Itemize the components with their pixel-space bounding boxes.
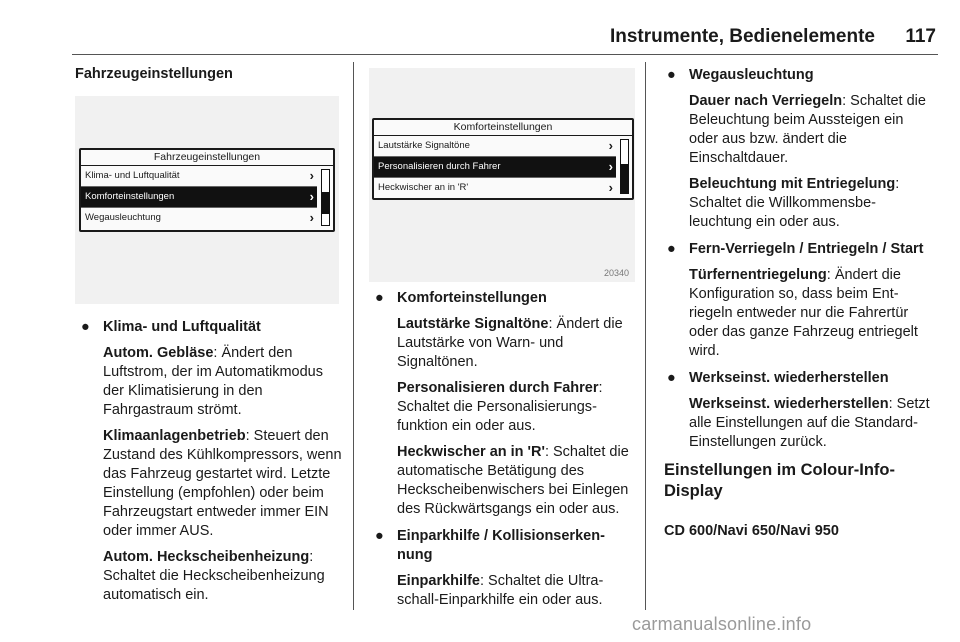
display-row-label: Personalisieren durch Fahrer (378, 161, 501, 172)
display-row-label: Lautstärke Signaltöne (378, 140, 470, 151)
setting-name: Werkseinst. wiederherstellen (689, 396, 889, 412)
setting-entry (103, 344, 342, 420)
setting-description: : Schaltet die Heckscheibenheizung automatisch ein. (103, 549, 325, 603)
display-menu-row (81, 166, 317, 187)
running-header-title: Instrumente, Bedienelemente (609, 26, 875, 47)
setting-entry (689, 266, 930, 361)
setting-name: Einparkhilfe (397, 573, 480, 589)
setting-description: : Schaltet die Beleuchtung beim Aussteigen ein oder aus bzw. ändert die Einschaltdauer. (689, 93, 926, 166)
bullet-item (664, 66, 930, 232)
display-title: Komforteinstellungen (374, 120, 632, 136)
bullet-icon: ● (375, 528, 384, 544)
bullet-item (372, 527, 634, 610)
setting-name: Autom. Gebläse (103, 345, 214, 361)
scrollbar (620, 139, 629, 194)
bullet-icon: ● (667, 67, 676, 83)
subsection-heading: Einstellungen im Colour-Info-Display (664, 461, 895, 500)
setting-description: : Ändert den Luftstrom, der im Automatikmodus der Klimatisierung in den Fahrgastraum strömt. (103, 345, 323, 418)
header-rule (72, 54, 938, 55)
display-row-label: Wegausleuchtung (85, 212, 161, 223)
item-title: Fern-Verriegeln / Entriegeln / Start (689, 241, 924, 257)
display-title: Fahrzeugeinstellungen (81, 150, 333, 166)
chevron-right-icon: › (608, 159, 613, 174)
display-menu-row-selected (374, 157, 616, 178)
subsubsection-heading: CD 600/Navi 650/Navi 950 (664, 523, 839, 539)
setting-entry (397, 443, 634, 519)
setting-entry (103, 427, 342, 541)
page-number: 117 (905, 26, 936, 47)
bullet-item (78, 318, 342, 605)
chevron-right-icon: › (309, 210, 314, 225)
bullet-icon: ● (375, 290, 384, 306)
setting-name: Türfernentriegelung (689, 267, 827, 283)
column-3-text (664, 66, 930, 541)
setting-entry (397, 572, 634, 610)
item-title: Klima- und Luftqualität (103, 319, 261, 335)
setting-description: : Schaltet die Personalisierungsfunktion ein oder aus. (397, 380, 603, 434)
display-figure-vehicle-settings (75, 96, 339, 304)
display-screen (372, 118, 634, 200)
item-title: Einparkhilfe / Kollisionserkennung (397, 528, 605, 563)
setting-description: : Schaltet die Willkommensbeleuchtung ein oder aus. (689, 176, 900, 230)
setting-description: : Schaltet die Ultraschall-Einparkhilfe ein oder aus. (397, 573, 604, 608)
setting-name: Beleuchtung mit Entriegelung (689, 176, 896, 192)
watermark: carmanualsonline.info (632, 614, 812, 634)
display-row-label: Komforteinstellungen (85, 191, 175, 202)
bullet-item (664, 369, 930, 452)
scrollbar-thumb (621, 164, 628, 193)
section-heading: Fahrzeugeinstellungen (75, 66, 233, 82)
chevron-right-icon: › (608, 138, 613, 153)
column-divider-1 (353, 62, 354, 610)
item-title: Wegausleuchtung (689, 67, 814, 83)
display-row-label: Heckwischer an in 'R' (378, 182, 469, 193)
display-menu-row (81, 208, 317, 228)
setting-entry (397, 379, 634, 436)
chevron-right-icon: › (309, 189, 314, 204)
display-menu-row (374, 178, 616, 198)
setting-entry (689, 92, 930, 168)
display-menu-row (374, 136, 616, 157)
bullet-item (664, 240, 930, 361)
chevron-right-icon: › (309, 168, 314, 183)
scrollbar-thumb (322, 192, 329, 214)
setting-description: : Setzt alle Einstellungen auf die Standard-Einstellungen zurück. (689, 396, 930, 450)
display-figure-comfort-settings (369, 68, 635, 282)
setting-name: Klimaanlagenbetrieb (103, 428, 246, 444)
display-menu-row-selected (81, 187, 317, 208)
display-screen (79, 148, 335, 232)
column-2-text (372, 289, 634, 618)
chevron-right-icon: › (608, 180, 613, 195)
item-title: Komforteinstellungen (397, 290, 547, 306)
setting-name: Lautstärke Signaltöne (397, 316, 549, 332)
setting-entry (397, 315, 634, 372)
setting-name: Personalisieren durch Fahrer (397, 380, 599, 396)
bullet-icon: ● (667, 370, 676, 386)
setting-name: Autom. Heckscheibenheizung (103, 549, 310, 565)
bullet-item (372, 289, 634, 519)
setting-name: Dauer nach Verriegeln (689, 93, 843, 109)
bullet-icon: ● (667, 241, 676, 257)
column-1-text (78, 318, 342, 613)
setting-description: : Ändert die Lautstärke von Warn- und Signaltönen. (397, 316, 623, 370)
bullet-icon: ● (81, 319, 90, 335)
display-row-label: Klima- und Luftqualität (85, 170, 180, 181)
setting-entry (689, 175, 930, 232)
setting-name: Heckwischer an in 'R' (397, 444, 545, 460)
setting-description: : Schaltet die automatische Betätigung des Heckscheibenwischers bei Einlegen des Rückwärtsgangs ein oder aus. (397, 444, 629, 517)
item-title: Werkseinst. wiederherstellen (689, 370, 889, 386)
setting-entry (689, 395, 930, 452)
setting-entry (103, 548, 342, 605)
figure-id: 20340 (603, 268, 629, 278)
column-divider-2 (645, 62, 646, 610)
setting-description: : Steuert den Zustand des Kühlkompressors, wenn das Fahrzeug gestartet wird. Letzte Einstellung (empfohlen) oder beim Fahrzeugstart entweder immer EIN oder immer AUS. (103, 428, 342, 539)
setting-description: : Ändert die Konfiguration so, dass beim Entriegeln entweder nur die Fahrertür oder das ganze Fahrzeug entriegelt wird. (689, 267, 918, 359)
scrollbar (321, 169, 330, 226)
